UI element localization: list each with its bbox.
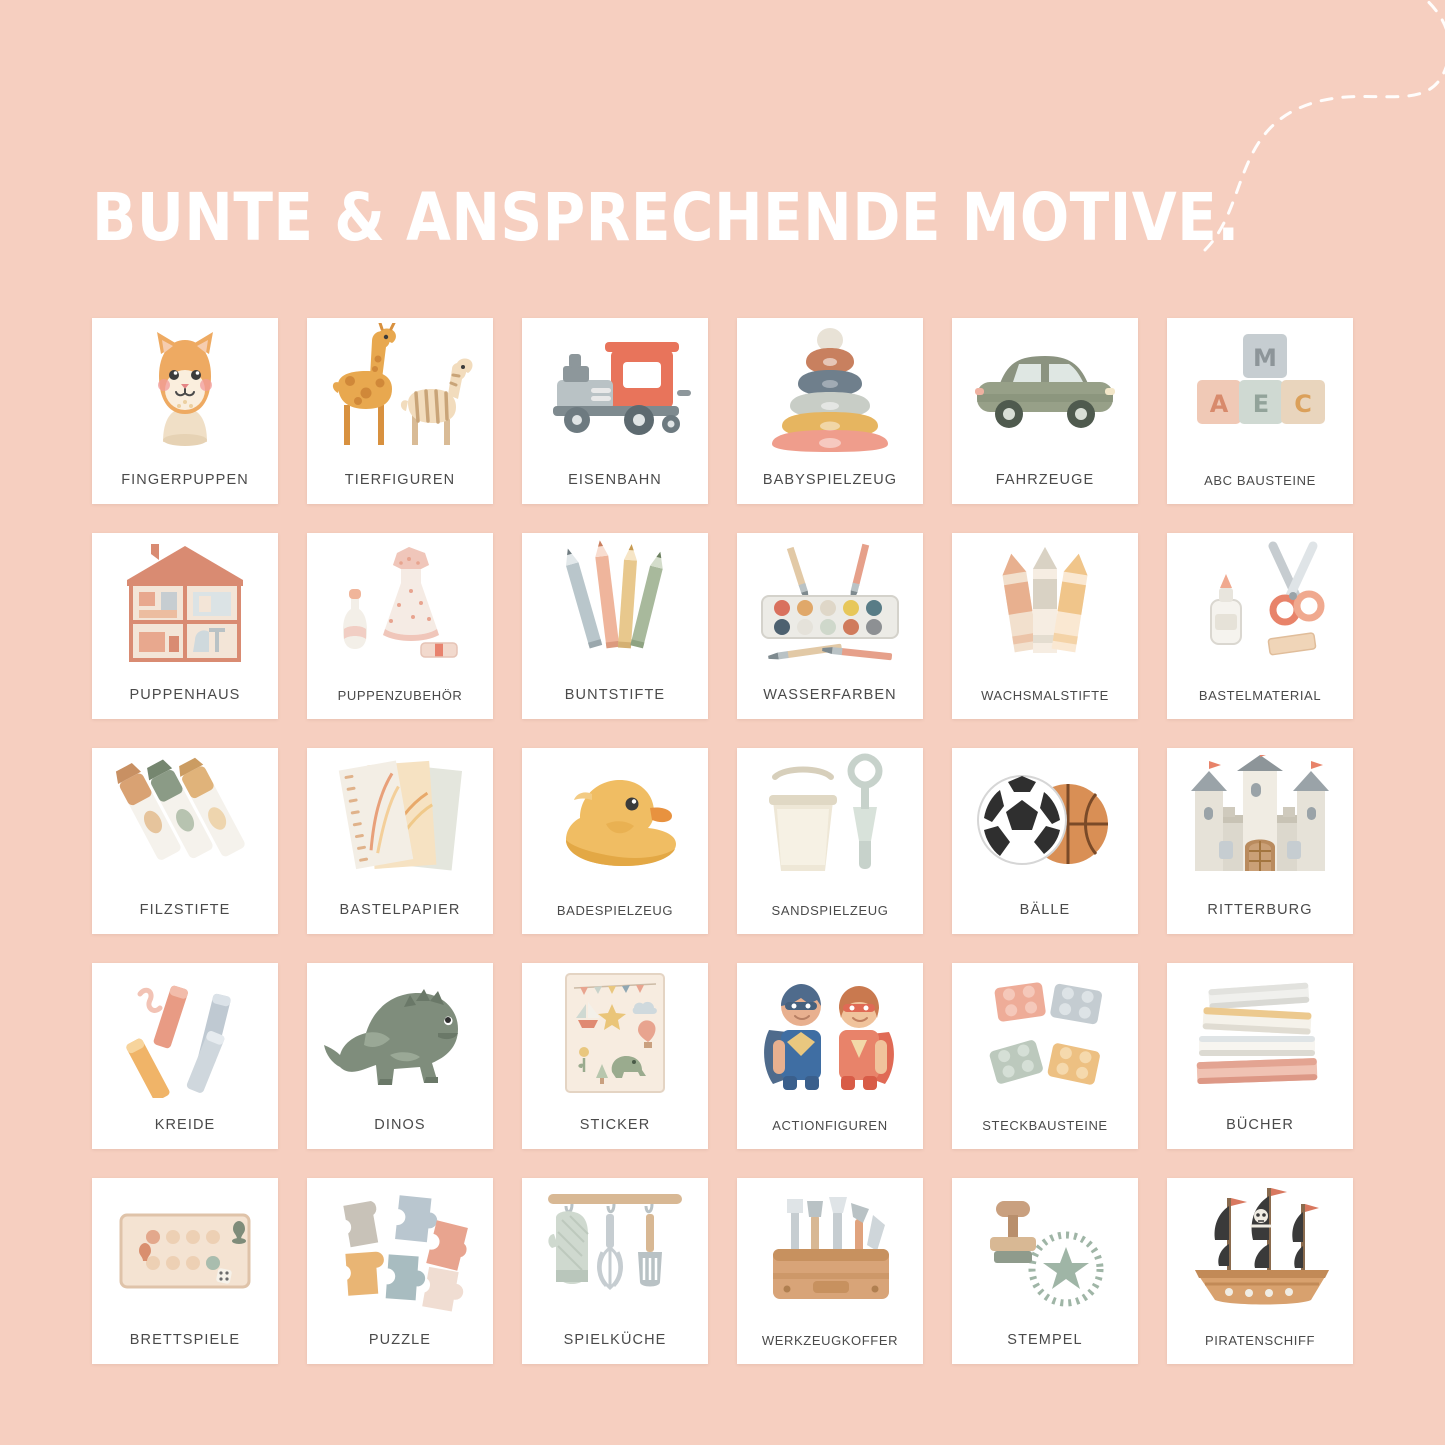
sticker-sheet-icon	[522, 963, 708, 1103]
motif-card[interactable]	[522, 318, 708, 504]
motif-card[interactable]	[307, 748, 493, 934]
jigsaw-puzzle-icon	[307, 1178, 493, 1318]
craft-paper-sheets-icon	[307, 748, 493, 888]
motif-card[interactable]	[92, 318, 278, 504]
motif-card-label: PIRATENSCHIFF	[1204, 1332, 1316, 1348]
motif-card-label: FAHRZEUGE	[995, 472, 1095, 489]
toy-car-icon	[952, 318, 1138, 458]
motif-card-label: WERKZEUGKOFFER	[761, 1332, 899, 1348]
motif-card-label: STECKBAUSTEINE	[982, 1117, 1108, 1133]
motif-card[interactable]	[92, 533, 278, 719]
motif-card[interactable]	[522, 533, 708, 719]
stacking-rings-icon	[737, 318, 923, 458]
motif-card[interactable]	[307, 963, 493, 1149]
colored-pencils-icon	[522, 533, 708, 673]
dinosaur-icon	[307, 963, 493, 1103]
motif-card[interactable]	[307, 318, 493, 504]
motif-card[interactable]	[1167, 533, 1353, 719]
motif-card[interactable]	[92, 963, 278, 1149]
motif-card[interactable]	[952, 533, 1138, 719]
motif-card[interactable]	[952, 318, 1138, 504]
scissors-glue-icon	[1167, 533, 1353, 673]
motif-card-label: KREIDE	[154, 1117, 216, 1134]
finger-puppet-cat-icon	[92, 318, 278, 458]
motif-card[interactable]	[952, 1178, 1138, 1364]
motif-card-label: WACHSMALSTIFTE	[981, 687, 1109, 703]
motif-card-label: BÜCHER	[1226, 1117, 1294, 1134]
motif-card[interactable]	[522, 963, 708, 1149]
motif-card-label: BASTELPAPIER	[339, 902, 461, 919]
motif-card-label: BABYSPIELZEUG	[762, 472, 898, 489]
motif-card[interactable]	[1167, 748, 1353, 934]
board-game-icon	[92, 1178, 278, 1318]
watercolor-paint-box-icon	[737, 533, 923, 673]
bucket-and-spade-icon	[737, 748, 923, 888]
building-bricks-icon	[952, 963, 1138, 1103]
motif-card[interactable]	[952, 748, 1138, 934]
svg-text:E: E	[1252, 390, 1270, 418]
svg-text:A: A	[1209, 390, 1229, 418]
motif-card-label: SANDSPIELZEUG	[771, 902, 889, 918]
motif-card-label: BUNTSTIFTE	[564, 687, 666, 704]
tool-box-icon	[737, 1178, 923, 1318]
motif-card-label: WASSERFARBEN	[763, 687, 897, 704]
dollhouse-icon	[92, 533, 278, 673]
motif-card-label: DINOS	[374, 1117, 426, 1134]
motif-card[interactable]	[737, 748, 923, 934]
wax-crayons-icon	[952, 533, 1138, 673]
motif-card[interactable]	[952, 963, 1138, 1149]
motif-card[interactable]	[737, 533, 923, 719]
play-kitchen-utensils-icon	[522, 1178, 708, 1318]
motif-card[interactable]	[737, 1178, 923, 1364]
motif-card[interactable]	[1167, 318, 1353, 504]
rubber-stamp-icon	[952, 1178, 1138, 1318]
motif-card-label: PUPPENHAUS	[129, 687, 241, 704]
soccer-basketball-icon	[952, 748, 1138, 888]
motif-card[interactable]	[1167, 963, 1353, 1149]
motif-card[interactable]	[307, 1178, 493, 1364]
rubber-duck-icon	[522, 748, 708, 888]
motif-card-label: BÄLLE	[1019, 902, 1071, 919]
motif-card-label: PUPPENZUBEHÖR	[337, 687, 463, 703]
motif-card-label: ABC BAUSTEINE	[1204, 472, 1316, 488]
motif-card-label: SPIELKÜCHE	[563, 1332, 667, 1349]
doll-dress-bottle-icon	[307, 533, 493, 673]
superhero-action-figures-icon	[737, 963, 923, 1103]
motif-card-label: STICKER	[579, 1117, 651, 1134]
felt-tip-markers-icon	[92, 748, 278, 888]
alphabet-blocks-icon	[1167, 318, 1353, 458]
motif-card[interactable]	[522, 748, 708, 934]
motif-card[interactable]	[1167, 1178, 1353, 1364]
toy-train-icon	[522, 318, 708, 458]
motif-card-label: EISENBAHN	[568, 472, 662, 489]
motif-card[interactable]	[737, 318, 923, 504]
motif-card-label: BRETTSPIELE	[129, 1332, 241, 1349]
knight-castle-icon	[1167, 748, 1353, 888]
animal-figures-giraffe-zebra-icon	[307, 318, 493, 458]
motif-grid	[92, 318, 1354, 1364]
motif-card-label: TIERFIGUREN	[344, 472, 456, 489]
chalk-sticks-icon	[92, 963, 278, 1103]
stack-of-books-icon	[1167, 963, 1353, 1103]
motif-card[interactable]	[92, 1178, 278, 1364]
motif-card[interactable]	[92, 748, 278, 934]
motif-card-label: FILZSTIFTE	[139, 902, 231, 919]
motif-card-label: BASTELMATERIAL	[1198, 687, 1322, 703]
motif-card-label: ACTIONFIGUREN	[772, 1117, 888, 1133]
motif-card-label: PUZZLE	[368, 1332, 432, 1349]
motif-card-label: BADESPIELZEUG	[556, 902, 674, 918]
motif-card[interactable]	[522, 1178, 708, 1364]
motif-card-label: RITTERBURG	[1207, 902, 1313, 919]
svg-text:C: C	[1294, 390, 1312, 418]
page-title: BUNTE & ANSPRECHENDE MOTIVE.	[92, 179, 1240, 256]
motif-card[interactable]	[737, 963, 923, 1149]
svg-text:M: M	[1253, 344, 1277, 372]
pirate-ship-icon	[1167, 1178, 1353, 1318]
motif-card-label: STEMPEL	[1007, 1332, 1083, 1349]
motif-card-label: FINGERPUPPEN	[121, 472, 249, 489]
motif-card[interactable]	[307, 533, 493, 719]
